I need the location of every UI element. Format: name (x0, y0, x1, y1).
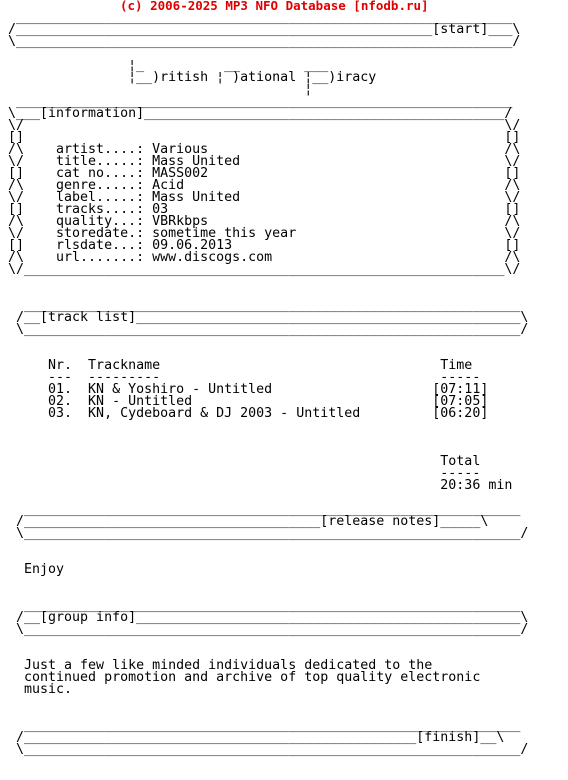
nfo-text-block: ______________________________________________________________ /____________________________________________________[start]___\ \______________________________________________________________/ ¦_ __ ___ ¦__)ritish ¦ )ational ¦__)iracy ¦ ______________________________________________________________ \___[information]_____________________________________________/ \/ \/ [] [] /\ artist....: Various /\ \/ title.....: Mass United \/ [] cat no....: MASS002 [] /\ genre.....: Acid /\ \/ label.....: Mass United \/ [] tracks....: 03 [] /\ quality...: VBRkbps /\ \/ storedate.: sometime this year \/ [] rlsdate...: 09.06.2013 [] /\ url.......: www.discogs.com /\ \/____________________________________________________________\/ ______________________________________________________________ /__[track list]________________________________________________\ \______________________________________________________________/ Nr. Trackname Time --- --------- ----- 01. KN & Yoshiro - Untitled [07:11] 02. KN - Untitled [07:05] 03. KN, Cydeboard & DJ 2003 - Untitled [06:20] Total ----- 20:36 min ______________________________________________________________ /_____________________________________[release notes]_____\ \______________________________________________________________/ Enjoy ______________________________________________________________ /__[group info]________________________________________________\ \______________________________________________________________/ Just a few like minded individuals dedicated to the continued promotion and archive of top quality electronic music. ______________________________________________________________ /_________________________________________________[finish]__\ \______________________________________________________________/ (8, 10, 529, 757)
nfodb-credit-line: (c) 2006-2025 MP3 NFO Database [nfodb.ru] (120, 0, 429, 13)
